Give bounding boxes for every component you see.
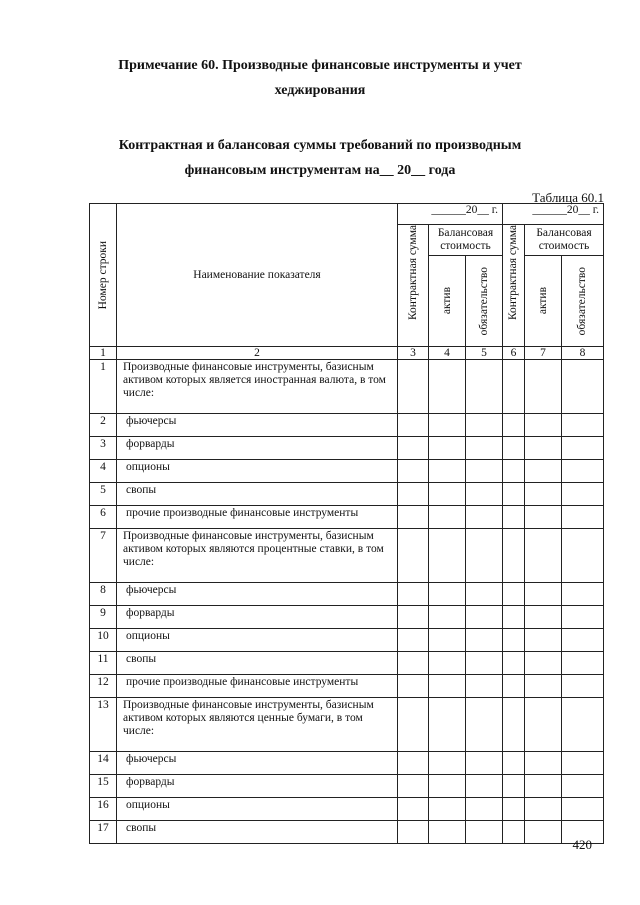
value-cell (429, 629, 466, 652)
indicator-name: Производные финансовые инструменты, базисным активом которых являются ценные бумаги, в том числе: (117, 698, 398, 752)
value-cell (429, 583, 466, 606)
year-header-2: ______20__ г. (503, 204, 604, 225)
table-row (90, 360, 604, 414)
table-row (90, 506, 604, 529)
value-cell (525, 752, 562, 775)
indicator-name: прочие производные финансовые инструменты (117, 675, 398, 698)
value-cell (562, 606, 604, 629)
value-cell (466, 752, 503, 775)
table-row (90, 798, 604, 821)
indicator-name: опционы (117, 629, 398, 652)
value-cell (562, 414, 604, 437)
value-cell (562, 675, 604, 698)
note-title: Примечание 60. Производные финансовые инструменты и учет (118, 58, 522, 73)
value-cell (525, 821, 562, 844)
value-cell (429, 821, 466, 844)
row-number: 8 (90, 583, 117, 606)
value-cell (466, 798, 503, 821)
value-cell (466, 698, 503, 752)
indicator-name: опционы (117, 460, 398, 483)
column-number: 7 (525, 347, 562, 360)
indicator-name: форварды (117, 606, 398, 629)
table-row (90, 675, 604, 698)
year-header-1: ______20__ г. (398, 204, 503, 225)
row-number: 5 (90, 483, 117, 506)
value-cell (398, 629, 429, 652)
row-number: 2 (90, 414, 117, 437)
row-number: 3 (90, 437, 117, 460)
value-cell (503, 606, 525, 629)
column-number: 5 (466, 347, 503, 360)
page-number: 420 (572, 837, 592, 852)
value-cell (525, 652, 562, 675)
value-cell (398, 798, 429, 821)
value-cell (429, 506, 466, 529)
value-cell (466, 529, 503, 583)
row-number: 14 (90, 752, 117, 775)
indicator-name: прочие производные финансовые инструменты (117, 506, 398, 529)
value-cell (503, 798, 525, 821)
table-row (90, 606, 604, 629)
value-cell (562, 483, 604, 506)
indicator-name: фьючерсы (117, 583, 398, 606)
value-cell (429, 775, 466, 798)
table-row (90, 752, 604, 775)
value-cell (398, 698, 429, 752)
table-row (90, 821, 604, 844)
value-cell (503, 414, 525, 437)
indicator-name-header: Наименование показателя (117, 204, 398, 347)
derivatives-table (89, 203, 604, 844)
balance-value-header-1: Балансовая стоимость (429, 225, 503, 256)
value-cell (429, 483, 466, 506)
table-row (90, 414, 604, 437)
value-cell (398, 652, 429, 675)
liability-header-2: обязательство (562, 256, 604, 347)
value-cell (525, 360, 562, 414)
value-cell (466, 483, 503, 506)
table-row (90, 483, 604, 506)
column-number: 3 (398, 347, 429, 360)
value-cell (562, 506, 604, 529)
value-cell (429, 529, 466, 583)
column-number: 1 (90, 347, 117, 360)
table-row (90, 629, 604, 652)
contract-sum-header-1: Контрактная сумма (398, 225, 429, 347)
value-cell (398, 460, 429, 483)
value-cell (398, 775, 429, 798)
value-cell (503, 629, 525, 652)
contract-sum-header-2: Контрактная сумма (503, 225, 525, 347)
row-number: 15 (90, 775, 117, 798)
value-cell (503, 483, 525, 506)
balance-value-header-2: Балансовая стоимость (525, 225, 604, 256)
row-number: 16 (90, 798, 117, 821)
value-cell (525, 675, 562, 698)
value-cell (562, 652, 604, 675)
value-cell (398, 506, 429, 529)
value-cell (562, 698, 604, 752)
value-cell (503, 460, 525, 483)
indicator-name: свопы (117, 821, 398, 844)
indicator-name: фьючерсы (117, 414, 398, 437)
value-cell (398, 437, 429, 460)
indicator-name: Производные финансовые инструменты, базисным активом которых является иностранная валюта, в том числе: (117, 360, 398, 414)
value-cell (398, 414, 429, 437)
table-row (90, 775, 604, 798)
indicator-name: свопы (117, 652, 398, 675)
value-cell (562, 775, 604, 798)
value-cell (466, 821, 503, 844)
table-label: Таблица 60.1 (532, 190, 604, 205)
value-cell (525, 529, 562, 583)
value-cell (398, 583, 429, 606)
value-cell (503, 752, 525, 775)
liability-header-1: обязательство (466, 256, 503, 347)
table-row (90, 460, 604, 483)
asset-header-2: актив (525, 256, 562, 347)
value-cell (398, 606, 429, 629)
value-cell (525, 775, 562, 798)
value-cell (429, 675, 466, 698)
value-cell (525, 483, 562, 506)
value-cell (429, 698, 466, 752)
value-cell (525, 698, 562, 752)
value-cell (429, 460, 466, 483)
row-number: 17 (90, 821, 117, 844)
row-number: 4 (90, 460, 117, 483)
value-cell (562, 752, 604, 775)
value-cell (398, 752, 429, 775)
column-number: 2 (117, 347, 398, 360)
value-cell (525, 414, 562, 437)
row-number: 12 (90, 675, 117, 698)
value-cell (525, 506, 562, 529)
value-cell (466, 675, 503, 698)
row-number: 7 (90, 529, 117, 583)
row-number: 1 (90, 360, 117, 414)
row-number-header: Номер строки (90, 204, 117, 347)
value-cell (525, 437, 562, 460)
value-cell (503, 821, 525, 844)
value-cell (466, 506, 503, 529)
column-number-row (90, 347, 604, 360)
value-cell (525, 798, 562, 821)
value-cell (525, 583, 562, 606)
value-cell (503, 652, 525, 675)
value-cell (429, 798, 466, 821)
value-cell (429, 752, 466, 775)
indicator-name: Производные финансовые инструменты, базисным активом которых являются процентные ставки, в том числе: (117, 529, 398, 583)
value-cell (398, 529, 429, 583)
asset-header-1: актив (429, 256, 466, 347)
indicator-name: опционы (117, 798, 398, 821)
indicator-name: форварды (117, 437, 398, 460)
value-cell (562, 460, 604, 483)
column-number: 4 (429, 347, 466, 360)
table-heading-continued: финансовым инструментам на__ 20__ года (184, 163, 456, 178)
value-cell (503, 775, 525, 798)
value-cell (503, 360, 525, 414)
value-cell (503, 506, 525, 529)
value-cell (398, 483, 429, 506)
note-title-continued: хеджирования (274, 83, 366, 98)
table-row (90, 583, 604, 606)
row-number: 6 (90, 506, 117, 529)
indicator-name: свопы (117, 483, 398, 506)
value-cell (429, 652, 466, 675)
value-cell (466, 460, 503, 483)
value-cell (466, 775, 503, 798)
value-cell (525, 606, 562, 629)
value-cell (503, 583, 525, 606)
value-cell (466, 583, 503, 606)
indicator-name: фьючерсы (117, 752, 398, 775)
row-number: 11 (90, 652, 117, 675)
value-cell (562, 583, 604, 606)
table-row (90, 652, 604, 675)
row-number: 10 (90, 629, 117, 652)
value-cell (503, 529, 525, 583)
value-cell (398, 821, 429, 844)
table-row (90, 698, 604, 752)
value-cell (466, 360, 503, 414)
value-cell (562, 629, 604, 652)
value-cell (429, 437, 466, 460)
row-number: 13 (90, 698, 117, 752)
value-cell (466, 629, 503, 652)
value-cell (503, 698, 525, 752)
value-cell (525, 629, 562, 652)
value-cell (503, 437, 525, 460)
value-cell (398, 360, 429, 414)
value-cell (466, 606, 503, 629)
value-cell (562, 529, 604, 583)
value-cell (429, 414, 466, 437)
table-row (90, 529, 604, 583)
value-cell (466, 437, 503, 460)
value-cell (398, 675, 429, 698)
table-row (90, 437, 604, 460)
column-number: 6 (503, 347, 525, 360)
value-cell (562, 360, 604, 414)
table-heading: Контрактная и балансовая суммы требований по производным (118, 138, 522, 153)
value-cell (503, 675, 525, 698)
column-number: 8 (562, 347, 604, 360)
value-cell (429, 360, 466, 414)
value-cell (466, 414, 503, 437)
value-cell (429, 606, 466, 629)
indicator-name: форварды (117, 775, 398, 798)
value-cell (466, 652, 503, 675)
value-cell (562, 798, 604, 821)
value-cell (525, 460, 562, 483)
row-number: 9 (90, 606, 117, 629)
value-cell (562, 437, 604, 460)
